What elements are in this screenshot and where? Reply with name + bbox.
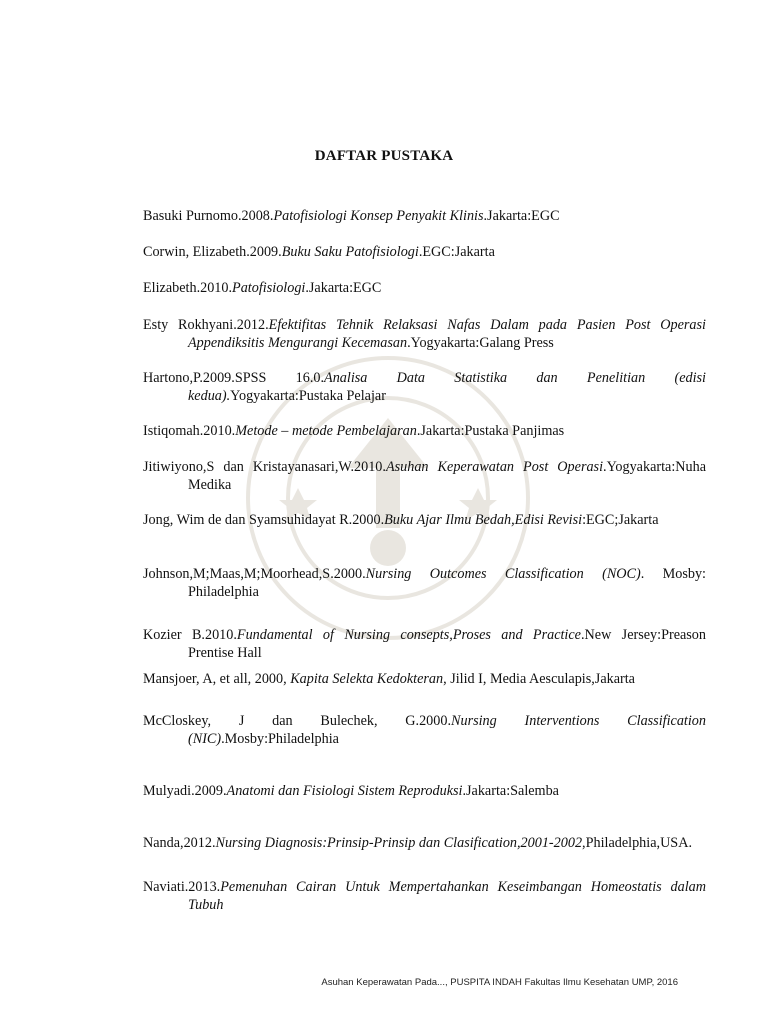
- reference-entry: Istiqomah.2010.Metode – metode Pembelajaran.Jakarta:Pustaka Panjimas: [143, 423, 565, 439]
- reference-entry: Nanda,2012.Nursing Diagnosis:Prinsip-Prinsip dan Clasification,2001-2002,Philadelphia,USA.: [143, 835, 692, 851]
- reference-entry: Jitiwiyono,S dan Kristayanasari,W.2010.Asuhan Keperawatan Post Operasi.Yogyakarta:Nuha Medika: [143, 459, 707, 493]
- reference-entry: Esty Rokhyani.2012.Efektifitas Tehnik Relaksasi Nafas Dalam pada Pasien Post Operasi Appendiksitis Mengurangi Kecemasan.Yogyakarta:Galang Press: [143, 317, 706, 351]
- reference-entry: Basuki Purnomo.2008.Patofisiologi Konsep Penyakit Klinis.Jakarta:EGC: [143, 208, 560, 224]
- reference-entry: Elizabeth.2010.Patofisiologi.Jakarta:EGC: [143, 280, 382, 296]
- reference-entry: Hartono,P.2009.SPSS 16.0.Analisa Data Statistika dan Penelitian (edisi kedua).Yogyakarta:Pustaka Pelajar: [143, 370, 706, 404]
- reference-entry: Johnson,M;Maas,M;Moorhead,S.2000.Nursing Outcomes Classification (NOC). Mosby: Philadelphia: [143, 566, 706, 600]
- reference-entry: Jong, Wim de dan Syamsuhidayat R.2000.Buku Ajar Ilmu Bedah,Edisi Revisi:EGC;Jakarta: [143, 512, 659, 528]
- reference-entry: Corwin, Elizabeth.2009.Buku Saku Patofisiologi.EGC:Jakarta: [143, 244, 495, 260]
- reference-entry: Kozier B.2010.Fundamental of Nursing consepts,Proses and Practice.New Jersey:Preason Prentise Hall: [143, 627, 706, 661]
- reference-entry: McCloskey, J dan Bulechek, G.2000.Nursing Interventions Classification (NIC).Mosby:Philadelphia: [143, 713, 706, 747]
- page-footer: Asuhan Keperawatan Pada..., PUSPITA INDAH Fakultas Ilmu Kesehatan UMP, 2016: [321, 977, 678, 988]
- reference-entry: Naviati.2013.Pemenuhan Cairan Untuk Mempertahankan Keseimbangan Homeostatis dalam Tubuh: [143, 879, 706, 913]
- reference-entry: Mansjoer, A, et all, 2000, Kapita Selekta Kedokteran, Jilid I, Media Aesculapis,Jakarta: [143, 671, 635, 687]
- page-title: DAFTAR PUSTAKA: [314, 148, 454, 164]
- reference-entry: Mulyadi.2009.Anatomi dan Fisiologi Sistem Reproduksi.Jakarta:Salemba: [143, 783, 559, 799]
